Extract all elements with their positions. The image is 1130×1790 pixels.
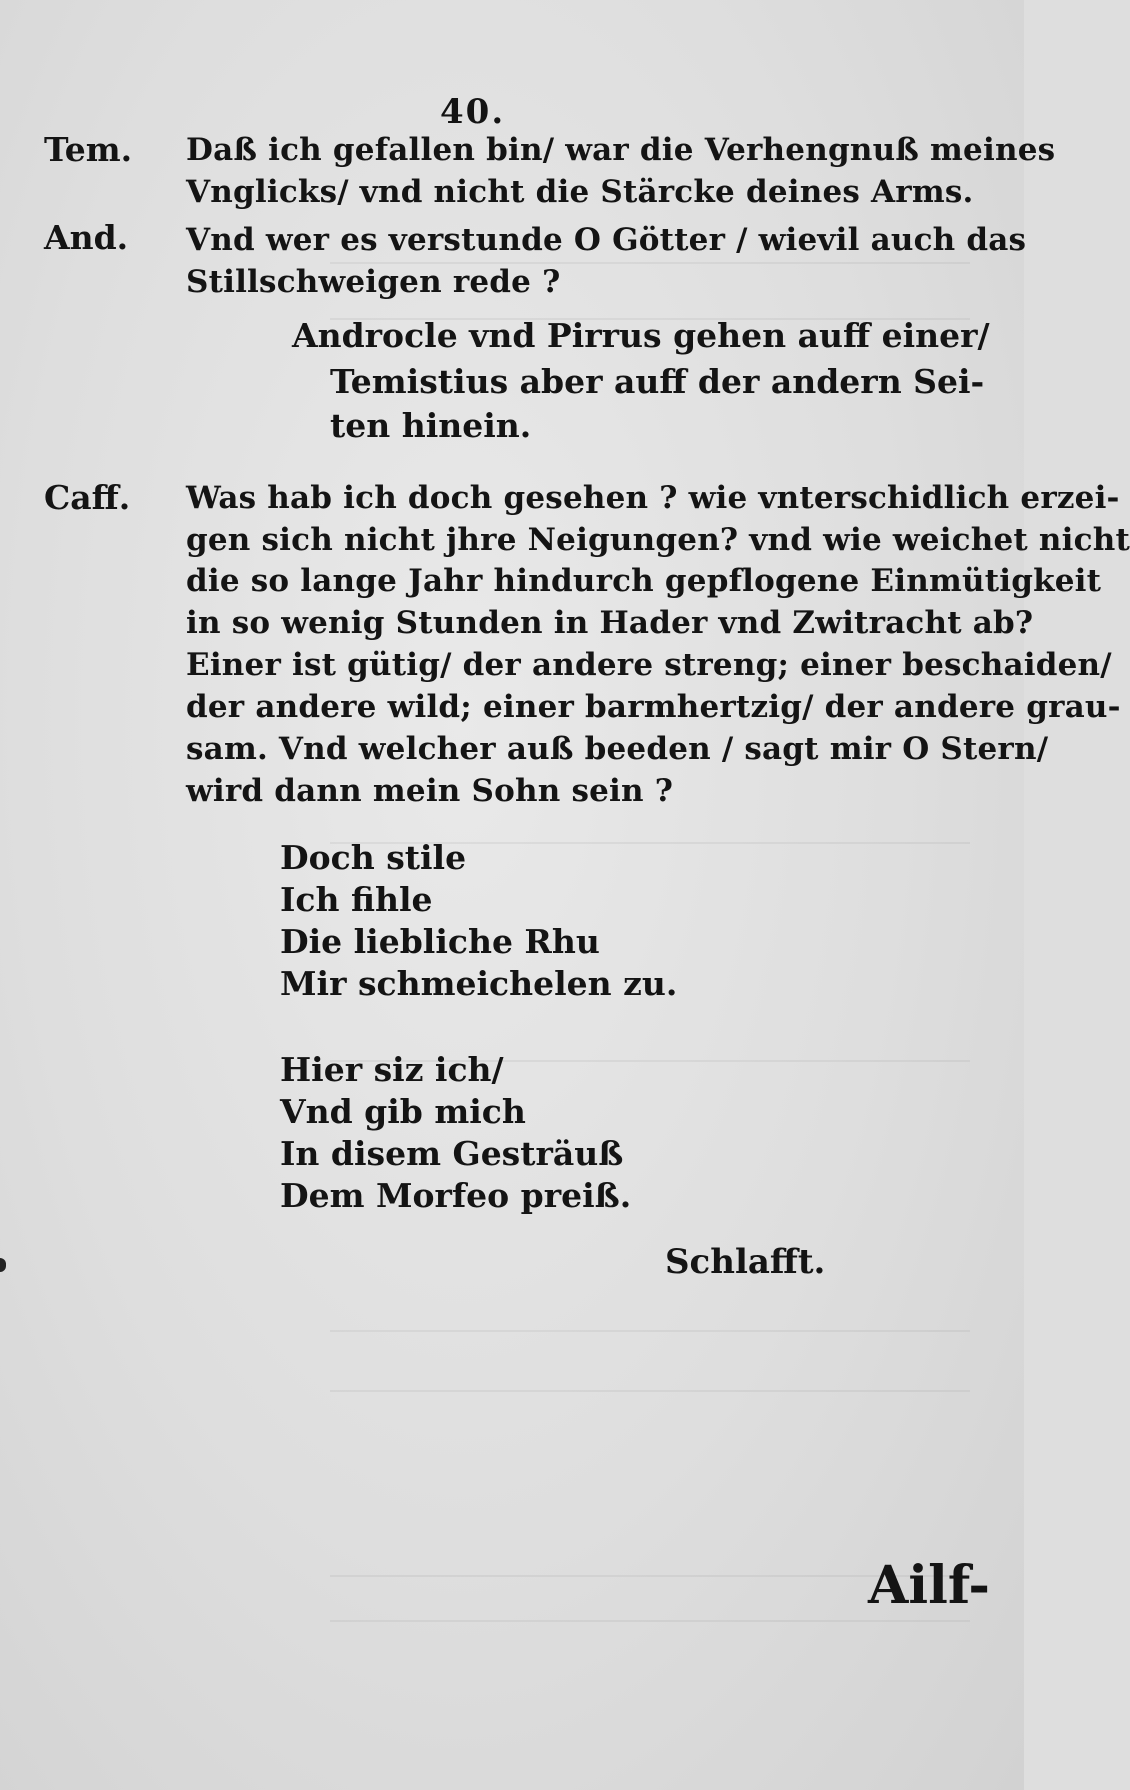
stage-direction-line: Temistius aber auff der andern Sei-: [330, 362, 985, 401]
speaker-label: Caff.: [44, 478, 131, 517]
dialogue-line: die so lange Jahr hindurch gepflogene Einmütigkeit: [186, 563, 1102, 599]
speaker-label: And.: [44, 218, 129, 257]
stage-direction-line: ten hinein.: [330, 406, 532, 445]
dialogue-line: der andere wild; einer barmhertzig/ der andere grau-: [186, 689, 1121, 725]
verse-line: Mir schmeichelen zu.: [280, 964, 678, 1003]
dialogue-line: Daß ich gefallen bin/ war die Verhengnuß meines: [186, 132, 1056, 168]
stage-direction-line: Androcle vnd Pirrus gehen auff einer/: [292, 316, 990, 355]
dialogue-line: sam. Vnd welcher auß beeden / sagt mir O Stern/: [186, 731, 1049, 767]
page-number: 40.: [440, 92, 506, 132]
verse-line: Ich fihle: [280, 880, 433, 919]
verse-line: Hier siz ich/: [280, 1050, 504, 1089]
verse-line: Vnd gib mich: [280, 1092, 526, 1131]
show-through-line: [330, 1390, 970, 1392]
dialogue-line: Einer ist gütig/ der andere streng; einer beschaiden/: [186, 647, 1112, 683]
exit-stage-direction: Schlafft.: [665, 1242, 826, 1282]
show-through-line: [330, 1330, 970, 1332]
dialogue-line: in so wenig Stunden in Hader vnd Zwitracht ab?: [186, 605, 1034, 641]
dialogue-line: Was hab ich doch gesehen ? wie vnterschidlich erzei-: [186, 480, 1120, 516]
dialogue-line: Vnglicks/ vnd nicht die Stärcke deines Arms.: [186, 174, 974, 210]
dialogue-line: wird dann mein Sohn sein ?: [186, 773, 674, 809]
catchword: Ailf-: [868, 1555, 990, 1616]
page-edge-mark: [0, 1258, 6, 1272]
verse-line: Dem Morfeo preiß.: [280, 1176, 632, 1215]
dialogue-line: gen sich nicht jhre Neigungen? vnd wie weichet nicht: [186, 522, 1130, 558]
show-through-line: [330, 1620, 970, 1622]
dialogue-line: Stillschweigen rede ?: [186, 264, 561, 300]
verse-line: Die liebliche Rhu: [280, 922, 600, 961]
dialogue-line: Vnd wer es verstunde O Götter / wievil auch das: [186, 222, 1027, 258]
verse-line: Doch stile: [280, 838, 467, 877]
speaker-label: Tem.: [44, 130, 133, 169]
verse-line: In disem Gesträuß: [280, 1134, 624, 1173]
